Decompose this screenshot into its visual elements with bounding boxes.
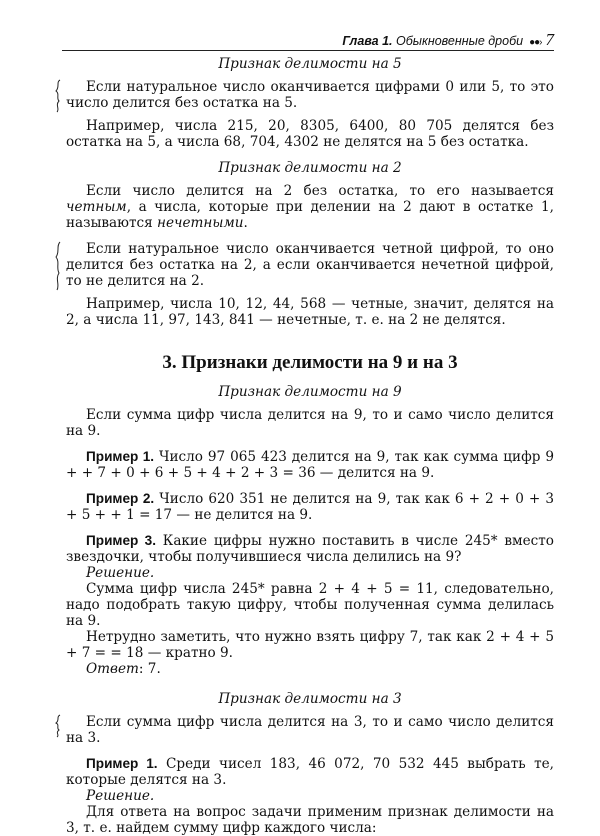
div5-example: Например, числа 215, 20, 8305, 6400, 80 705 делятся без остатка на 5, а числа 68, 704, 4302 не делятся на 5 без остатка.: [66, 118, 554, 150]
example-4: [66, 756, 554, 788]
div2-heading: Признак делимости на 2: [218, 160, 402, 176]
example-3: [66, 533, 554, 565]
div5-heading: Признак делимости на 5: [218, 56, 402, 72]
div2-example: Например, числа 10, 12, 44, 568 — четные, значит, делятся на 2, а числа 11, 97, 143, 841 — нечетные, т. е. на 2 не делятся.: [66, 296, 554, 328]
example-4-solution: Для ответа на вопрос задачи применим признак делимости на 3, т. е. найдем сумму цифр каждого числа:: [66, 804, 554, 836]
example-label: Пример 1.: [86, 449, 155, 464]
term-even: четным: [66, 199, 127, 215]
page-body: [66, 56, 554, 836]
example-label: Пример 2.: [86, 491, 155, 506]
div5-rule: Если натуральное число оканчивается цифрами 0 или 5, то это число делится без остатка на 5.: [66, 79, 554, 111]
header-dots-icon: ●●›: [529, 37, 542, 48]
div2-def-part: Если число делится на 2 без остатка, то его называется: [86, 183, 554, 199]
div2-rule-block: [66, 241, 554, 289]
example-1: [66, 449, 554, 481]
div2-def-end: .: [243, 215, 248, 231]
brace-icon: [54, 79, 62, 113]
answer: [66, 661, 554, 677]
div2-rule: Если натуральное число оканчивается четной цифрой, то оно делится без остатка на 2, а если оканчивается нечетной цифрой, то не делится на 2.: [66, 241, 554, 289]
brace-icon: [54, 241, 62, 291]
section-title: 3. Признаки делимости на 9 и на 3: [162, 352, 458, 373]
brace-icon: [54, 714, 62, 738]
example-text: Среди чисел 183, 46 072, 70 532 445 выбрать те, которые делятся на 3.: [66, 756, 554, 788]
page-number: 7: [545, 30, 554, 49]
chapter-title: [342, 34, 523, 48]
example-3-solution-1: Сумма цифр числа 245* равна 2 + 4 + 5 = 11, следовательно, надо подобрать такую цифру, чтобы полученная сумма делилась на 9.: [66, 581, 554, 629]
div5-rule-block: [66, 79, 554, 111]
term-odd: нечетными: [157, 215, 244, 231]
chapter-label: Глава 1.: [342, 34, 393, 48]
chapter-name: Обыкновенные дроби: [396, 34, 524, 48]
answer-label: Ответ: [86, 661, 139, 677]
example-label: Пример 3.: [86, 533, 156, 548]
solution-label: Решение.: [86, 565, 155, 581]
div2-definition: [66, 183, 554, 231]
answer-value: : 7.: [138, 661, 161, 677]
div2-def-part: , а числа, которые при делении на 2 дают в остатке 1, называются: [66, 199, 554, 231]
example-label: Пример 1.: [86, 756, 158, 771]
div3-rule: Если сумма цифр числа делится на 3, то и само число делится на 3.: [66, 714, 554, 746]
example-text: Число 620 351 не делится на 9, так как 6 + 2 + 0 + 3 + 5 + + 1 = 17 — не делится на 9.: [66, 491, 554, 523]
example-text: Какие цифры нужно поставить в числе 245* вместо звездочки, чтобы получившиеся числа делились на 9?: [66, 533, 554, 565]
div3-heading: Признак делимости на 3: [218, 691, 402, 707]
div3-rule-block: [66, 714, 554, 746]
example-3-solution-2: Нетрудно заметить, что нужно взять цифру 7, так как 2 + 4 + 5 + 7 = = 18 — кратно 9.: [66, 629, 554, 661]
running-header: [62, 28, 554, 51]
div9-heading: Признак делимости на 9: [218, 384, 402, 400]
div9-rule: Если сумма цифр числа делится на 9, то и само число делится на 9.: [66, 407, 554, 439]
solution-label: Решение.: [86, 788, 155, 804]
example-text: Число 97 065 423 делится на 9, так как сумма цифр 9 + + 7 + 0 + 6 + 5 + 4 + 2 + 3 = 36 — делится на 9.: [66, 449, 554, 481]
example-2: [66, 491, 554, 523]
